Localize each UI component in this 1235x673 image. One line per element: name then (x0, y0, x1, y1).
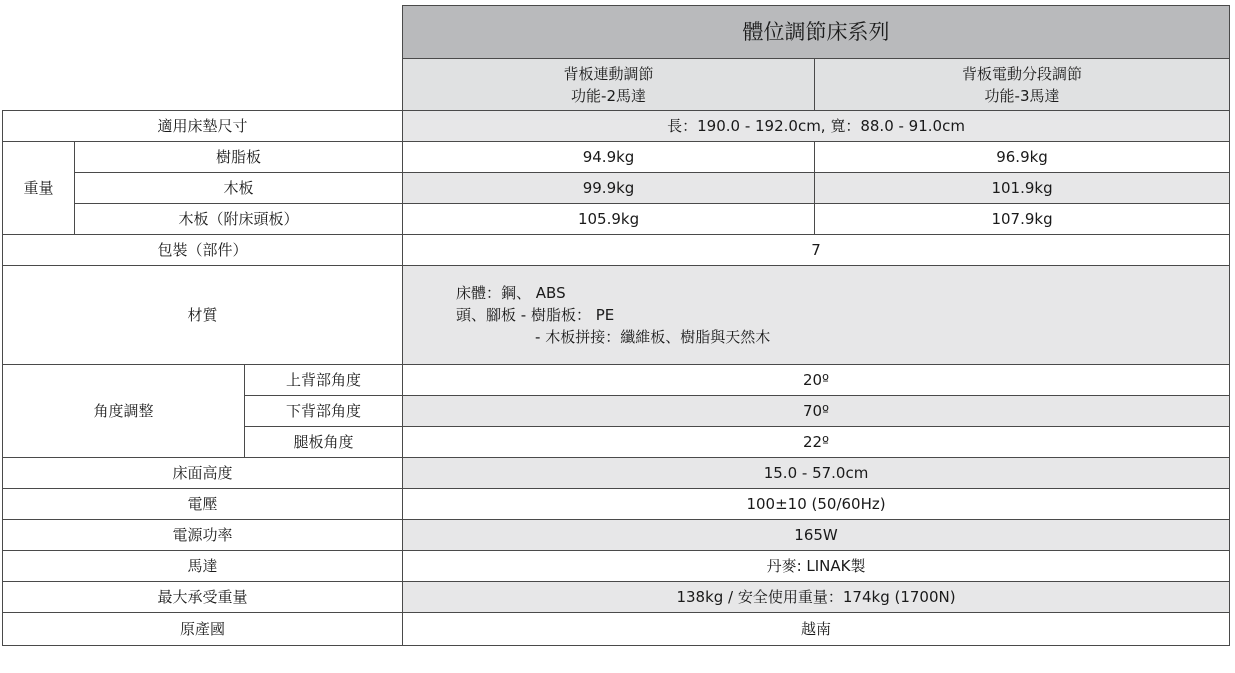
angle-lower-back-label: 下背部角度 (245, 396, 403, 427)
power-value: 165W (403, 520, 1230, 551)
weight-resin-label: 樹脂板 (75, 142, 403, 173)
model-b-motor: 功能-3馬達 (984, 86, 1060, 105)
packaging-value: 7 (403, 235, 1230, 266)
row-weight-resin (3, 142, 1230, 173)
angle-lower-back-value: 70º (403, 396, 1230, 427)
model-b-header (815, 59, 1230, 111)
weight-wood-label: 木板 (75, 173, 403, 204)
model-a-motor: 功能-2馬達 (571, 86, 647, 105)
bed-height-label: 床面高度 (3, 458, 403, 489)
angle-leg-value: 22º (403, 427, 1230, 458)
bed-height-value: 15.0 - 57.0cm (403, 458, 1230, 489)
row-mattress (3, 111, 1230, 142)
row-power (3, 520, 1230, 551)
max-load-value: 138kg / 安全使用重量：174kg (1700N) (403, 582, 1230, 613)
max-load-label: 最大承受重量 (3, 582, 403, 613)
material-line-head-foot: 頭、腳板 - 樹脂板： PE (456, 306, 615, 324)
series-title: 體位調節床系列 (403, 6, 1230, 59)
weight-resin-b: 96.9kg (815, 142, 1230, 173)
row-motor (3, 551, 1230, 582)
model-b-name: 背板電動分段調節 (962, 64, 1083, 83)
weight-wood-headboard-b: 107.9kg (815, 204, 1230, 235)
row-weight-wood (3, 173, 1230, 204)
angle-leg-label: 腿板角度 (245, 427, 403, 458)
row-max-load (3, 582, 1230, 613)
model-a-name: 背板連動調節 (563, 64, 654, 83)
row-packaging (3, 235, 1230, 266)
weight-group-label: 重量 (3, 142, 75, 235)
material-line-wood: - 木板拼接：纖維板、樹脂與天然木 (535, 328, 771, 346)
power-label: 電源功率 (3, 520, 403, 551)
voltage-value: 100±10 (50/60Hz) (403, 489, 1230, 520)
origin-value: 越南 (403, 613, 1230, 646)
mattress-label: 適用床墊尺寸 (3, 111, 403, 142)
row-voltage (3, 489, 1230, 520)
mattress-value: 長：190.0 - 192.0cm, 寬：88.0 - 91.0cm (403, 111, 1230, 142)
header-blank-cell (3, 6, 403, 111)
material-line-frame: 床體：鋼、 ABS (456, 284, 566, 302)
model-a-header (403, 59, 815, 111)
motor-value: 丹麥: LINAK製 (403, 551, 1230, 582)
packaging-label: 包裝（部件） (3, 235, 403, 266)
angle-group-label: 角度調整 (3, 365, 245, 458)
row-angle-upper-back (3, 365, 1230, 396)
spec-table (2, 5, 1230, 646)
material-value (403, 266, 1230, 365)
origin-label: 原產國 (3, 613, 403, 646)
weight-wood-b: 101.9kg (815, 173, 1230, 204)
angle-upper-back-value: 20º (403, 365, 1230, 396)
header-row-series (3, 6, 1230, 59)
weight-wood-a: 99.9kg (403, 173, 815, 204)
row-bed-height (3, 458, 1230, 489)
row-origin (3, 613, 1230, 646)
weight-wood-headboard-a: 105.9kg (403, 204, 815, 235)
voltage-label: 電壓 (3, 489, 403, 520)
weight-wood-headboard-label: 木板（附床頭板） (75, 204, 403, 235)
motor-label: 馬達 (3, 551, 403, 582)
row-weight-wood-headboard (3, 204, 1230, 235)
angle-upper-back-label: 上背部角度 (245, 365, 403, 396)
weight-resin-a: 94.9kg (403, 142, 815, 173)
row-material (3, 266, 1230, 365)
material-label: 材質 (3, 266, 403, 365)
